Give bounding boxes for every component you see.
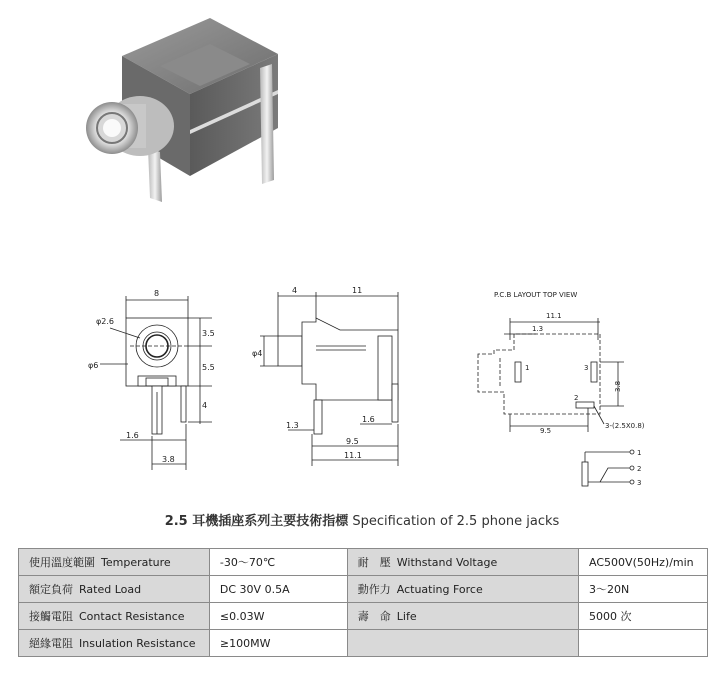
spec-label: 接觸電阻 Contact Resistance <box>19 603 210 630</box>
dim-body-dia: φ6 <box>88 361 99 370</box>
table-row <box>19 603 708 630</box>
spec-label: 額定負荷 Rated Load <box>19 576 210 603</box>
dim-side-pitch: 9.5 <box>346 437 359 446</box>
spec-label: 壽 命 Life <box>347 603 578 630</box>
schematic-pin-3: 3 <box>637 479 642 487</box>
spec-label: 絕緣電阻 Insulation Resistance <box>19 630 210 657</box>
table-row <box>19 630 708 657</box>
spec-label: 動作力 Actuating Force <box>347 576 578 603</box>
dim-front-pin-pitch: 3.8 <box>162 455 175 464</box>
front-view <box>100 296 212 470</box>
schematic-pin-2: 2 <box>637 465 642 473</box>
dim-side-length: 11 <box>352 286 363 295</box>
dim-side-dia: φ4 <box>252 349 263 358</box>
dim-front-h1: 3.5 <box>202 329 215 338</box>
dim-side-nose: 4 <box>292 286 298 295</box>
spec-caption <box>0 510 724 529</box>
pcb-pin-2: 2 <box>574 394 579 402</box>
spec-label: 使用溫度範圍 Temperature <box>19 549 210 576</box>
caption-chinese: 2.5 耳機插座系列主要技術指標 <box>164 514 349 529</box>
table-row <box>19 549 708 576</box>
pcb-layout <box>478 318 634 486</box>
pcb-pin-1: 1 <box>525 364 530 372</box>
pcb-pin-3: 3 <box>584 364 589 372</box>
pcb-dim-total: 11.1 <box>546 312 562 320</box>
spec-value: DC 30V 0.5A <box>209 576 347 603</box>
dim-side-pin1: 1.3 <box>286 421 299 430</box>
dim-front-h2: 5.5 <box>202 363 215 372</box>
spec-label: 耐 壓 Withstand Voltage <box>347 549 578 576</box>
dim-hole-dia: φ2.6 <box>96 317 114 326</box>
pcb-dim-height: 3.8 <box>614 380 622 392</box>
pcb-title: P.C.B LAYOUT TOP VIEW <box>494 291 578 299</box>
pcb-dim-small: 1.3 <box>532 325 544 333</box>
caption-english: Specification of 2.5 phone jacks <box>352 514 560 529</box>
spec-value: -30～70℃ <box>209 549 347 576</box>
pcb-hole-note: 3-(2.5X0.8) <box>605 422 645 430</box>
table-row <box>19 576 708 603</box>
dim-side-pin2: 1.6 <box>362 415 375 424</box>
spec-value <box>579 630 708 657</box>
spec-value: ≥100MW <box>209 630 347 657</box>
dim-front-h3: 4 <box>202 401 208 410</box>
dim-front-pin-offset: 1.6 <box>126 431 139 440</box>
spec-value: AC500V(50Hz)/min <box>579 549 708 576</box>
spec-value: 3～20N <box>579 576 708 603</box>
side-view <box>260 292 398 466</box>
pcb-dim-pitch: 9.5 <box>540 427 552 435</box>
spec-value: 5000 次 <box>579 603 708 630</box>
schematic-pin-1: 1 <box>637 449 642 457</box>
spec-table <box>18 548 708 657</box>
dim-front-width: 8 <box>154 289 160 298</box>
dim-side-overall: 11.1 <box>344 451 362 460</box>
spec-label <box>347 630 578 657</box>
spec-value: ≤0.03W <box>209 603 347 630</box>
